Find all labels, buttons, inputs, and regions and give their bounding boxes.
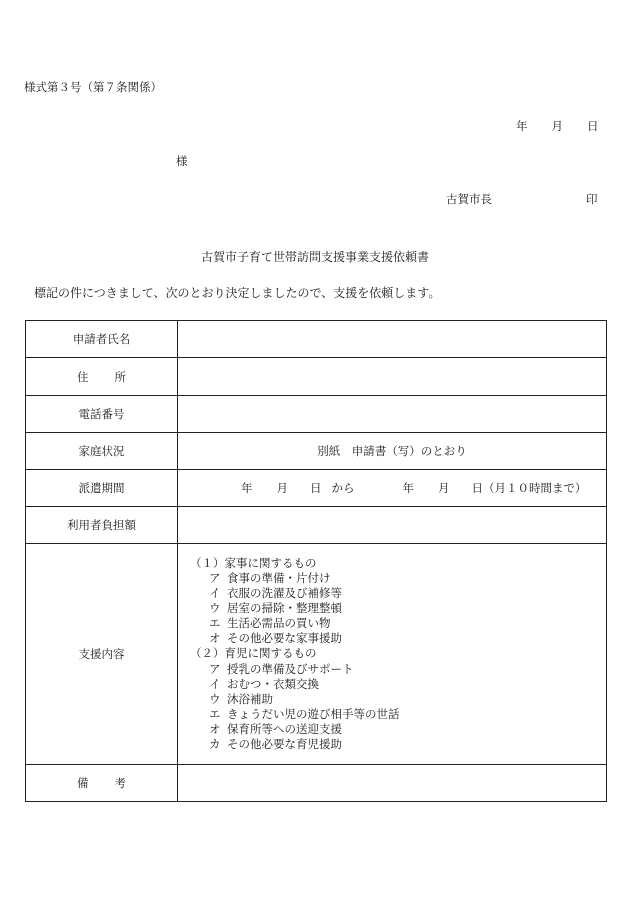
row-support [26, 544, 607, 765]
item-mark: エ [209, 706, 221, 721]
address-label-part2: 所 [114, 369, 126, 384]
list-item [190, 571, 606, 586]
date-month-label: 月 [551, 119, 563, 133]
row-dispatch [26, 470, 607, 507]
item-mark: ウ [209, 691, 221, 706]
item-text: 沐浴補助 [227, 691, 273, 706]
item-mark: ア [209, 661, 221, 676]
request-table [25, 320, 607, 802]
item-mark: オ [209, 631, 221, 646]
remarks-label [26, 765, 178, 802]
item-text: 居室の掃除・整理整頓 [227, 601, 342, 616]
support-list [178, 556, 606, 752]
dispatch-year1: 年 [241, 481, 253, 495]
applicant-label: 申請者氏名 [26, 321, 178, 358]
dispatch-period[interactable] [178, 470, 607, 507]
address-label [26, 358, 178, 396]
dispatch-day2: 日（月１０時間まで） [471, 481, 587, 495]
address-field[interactable] [178, 358, 607, 396]
remarks-label-part2: 考 [114, 776, 126, 790]
phone-field[interactable] [178, 396, 607, 433]
addressee-suffix: 様 [176, 154, 188, 168]
dispatch-month1: 月 [276, 481, 288, 495]
date-line [516, 121, 599, 133]
item-text: 生活必需品の買い物 [227, 616, 331, 631]
item-mark: イ [209, 586, 221, 601]
date-year-label: 年 [516, 119, 528, 133]
list-item [190, 601, 606, 616]
item-text: きょうだい児の遊び相手等の世話 [227, 706, 400, 721]
item-text: その他必要な家事援助 [227, 631, 342, 646]
form-number: 様式第３号（第７条関係） [24, 80, 162, 94]
item-text: 保育所等への送迎支援 [227, 721, 342, 736]
list-item [190, 692, 606, 707]
dispatch-from: から [331, 481, 355, 495]
issuer-name: 古賀市長 [446, 192, 492, 206]
intro-text: 標記の件につきまして、次のとおり決定しましたので、支援を依頼します。 [34, 286, 441, 300]
support-content [178, 544, 607, 765]
list-item [190, 722, 606, 737]
support-section-heading: （２）育児に関するもの [190, 646, 317, 661]
address-label-part1: 住 [77, 369, 89, 384]
row-phone [26, 396, 607, 433]
list-item [190, 737, 606, 752]
row-family [26, 433, 607, 470]
list-item [190, 662, 606, 677]
item-text: 食事の準備・片付け [227, 570, 331, 585]
list-item [190, 677, 606, 692]
item-mark: エ [209, 616, 221, 631]
document-title: 古賀市子育て世帯訪問支援事業支援依頼書 [200, 250, 429, 264]
support-section-heading: （１）家事に関するもの [190, 555, 317, 570]
family-value: 別紙 申請書（写）のとおり [178, 433, 607, 470]
row-burden [26, 507, 607, 544]
item-mark: オ [209, 721, 221, 736]
date-day-label: 日 [587, 119, 599, 133]
row-address [26, 358, 607, 396]
item-mark: ウ [209, 601, 221, 616]
applicant-field[interactable] [178, 321, 607, 358]
item-mark: イ [209, 676, 221, 691]
item-text: その他必要な育児援助 [227, 737, 342, 752]
row-applicant [26, 321, 607, 358]
list-item [190, 586, 606, 601]
item-text: 授乳の準備及びサポート [227, 661, 354, 676]
row-remarks [26, 765, 607, 802]
item-text: 衣服の洗濯及び補修等 [227, 586, 342, 601]
list-item [190, 707, 606, 722]
burden-field[interactable] [178, 507, 607, 544]
dispatch-month2: 月 [438, 481, 450, 495]
remarks-field[interactable] [178, 765, 607, 802]
seal-mark: 印 [586, 192, 598, 206]
support-label: 支援内容 [26, 544, 178, 765]
list-item [190, 631, 606, 646]
item-text: おむつ・衣類交換 [227, 676, 319, 691]
dispatch-year2: 年 [402, 481, 414, 495]
family-label: 家庭状況 [26, 433, 178, 470]
dispatch-label: 派遣期間 [26, 470, 178, 507]
burden-label: 利用者負担額 [26, 507, 178, 544]
list-item [190, 616, 606, 631]
dispatch-day1: 日 [310, 481, 322, 495]
item-mark: カ [209, 737, 221, 752]
phone-label: 電話番号 [26, 396, 178, 433]
remarks-label-part1: 備 [77, 776, 89, 790]
item-mark: ア [209, 570, 221, 585]
